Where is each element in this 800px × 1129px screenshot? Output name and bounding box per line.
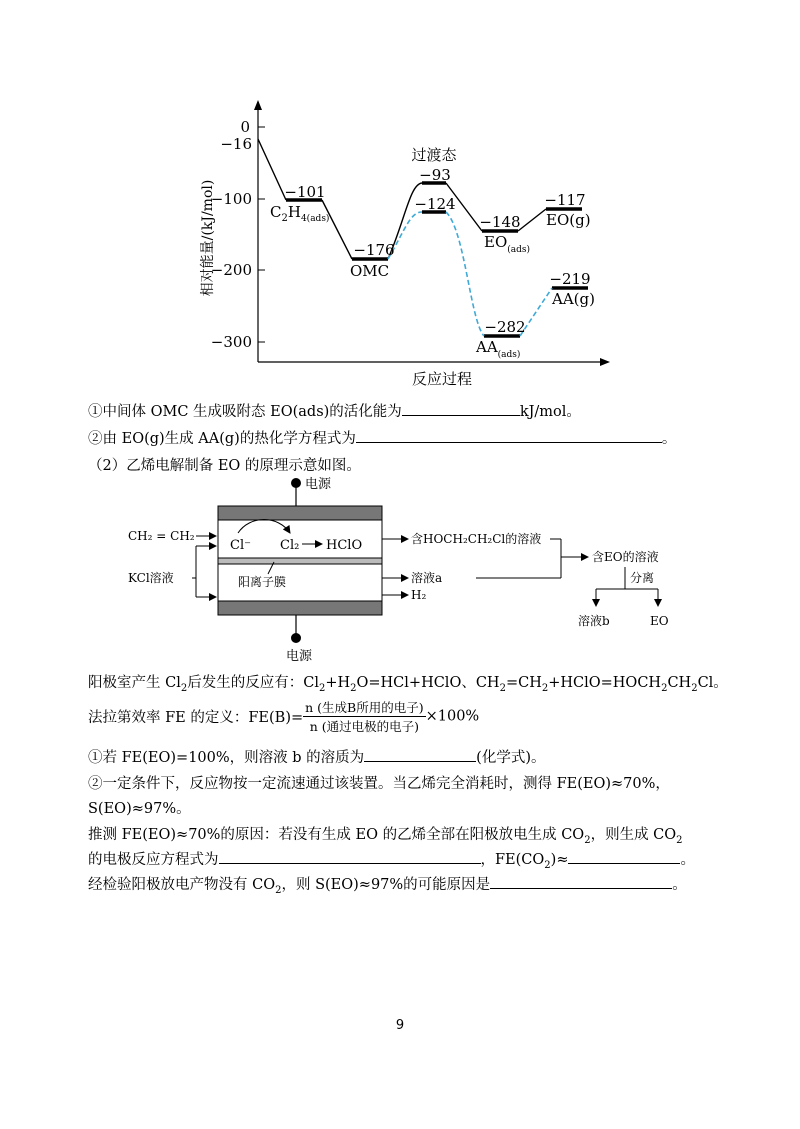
question-5-line-2: 的电极反应方程式为 ，$FE(CO_2)\approx$ 。 (88, 848, 695, 871)
fe-fraction (303, 698, 425, 735)
value-label-148: −148 (479, 213, 521, 231)
q3-end: (化学式)。 (476, 750, 546, 766)
value-label-176: −176 (353, 241, 395, 259)
anode-eq2: =CH (505, 675, 542, 691)
sol-b-label: 溶液b (578, 614, 610, 628)
question-1 (88, 400, 581, 421)
anode-eq5: Cl。 (697, 675, 728, 691)
dashed-path (388, 212, 552, 336)
fe-tail: ×100% (425, 708, 480, 725)
value-label-101: −101 (284, 183, 326, 201)
cl-minus-label: Cl⁻ (230, 538, 251, 553)
value-label-124: −124 (414, 195, 456, 213)
question-6: 经检验阳极放电产物没有 $CO_2$，则 S(EO)≈97%的可能原因是 。 (88, 873, 687, 896)
ytick-label-0: 0 (240, 118, 250, 136)
separate-label: 分离 (630, 571, 655, 585)
ytick-label-200: −200 (210, 261, 252, 279)
anode-eq3: +HClO=HOCH (548, 675, 662, 691)
q5-line2b: ，FE(CO (480, 852, 545, 868)
ethylene-label: CH₂ = CH₂ (128, 529, 195, 543)
y-axis-arrow (254, 100, 262, 110)
power-terminal-bottom (291, 633, 301, 643)
ytick-label-300: −300 (210, 333, 252, 351)
q2-text: ②由 EO(g)生成 AA(g)的热化学方程式为 (88, 431, 356, 447)
q2-blank[interactable] (356, 428, 662, 443)
question-4-line-1 (88, 772, 670, 793)
anode-eq1b: O=HCl+HClO、CH (356, 675, 500, 691)
anode-mid: 后发生的反应有：Cl (187, 675, 319, 691)
q5-line2a: 的电极反应方程式为 (88, 852, 219, 868)
value-label-93: −93 (419, 166, 451, 184)
faraday-definition (88, 698, 479, 735)
membrane-label: 阳离子膜 (238, 575, 287, 589)
q3-blank[interactable] (364, 747, 476, 762)
q6-blank[interactable] (490, 874, 672, 889)
out-a-label: 溶液a (411, 571, 443, 585)
anode-eq4: CH (667, 675, 692, 691)
state-label-ts: 过渡态 (411, 146, 457, 164)
kcl-label: KCl溶液 (128, 571, 174, 585)
value-label-282: −282 (484, 318, 526, 336)
state-label-aa-ads: $AA_{(ads)}$ (476, 338, 521, 360)
cl2-label: Cl₂ (280, 538, 300, 553)
q5-line2d: 。 (680, 852, 695, 868)
question-2 (88, 427, 676, 448)
fe-denominator: n (通过电极的电子) (309, 719, 420, 734)
q4-line1: ②一定条件下，反应物按一定流速通过该装置。当乙烯完全消耗时，测得 FE(EO)≈70%， (88, 776, 670, 792)
q1-blank[interactable] (402, 401, 520, 416)
question-5-line-1: 推测 FE(EO)≈70%的原因：若没有生成 EO 的乙烯全部在阳极放电生成 $CO_2$，则生成 $CO_2$ (88, 827, 683, 846)
x-axis-label: 反应过程 (411, 370, 473, 388)
hclo-label: HClO (326, 538, 363, 553)
q6-text2: ，则 S(EO)≈97%的可能原因是 (281, 877, 491, 893)
q3-text: ①若 FE(EO)=100%，则溶液 b 的溶质为 (88, 750, 365, 766)
anode-reactions: 阳极室产生 $Cl_2$后发生的反应有：$Cl_2+H_2O=HCl+HClO$、$CH_2=CH_2+HClO=HOCH_2CH_2Cl$。 (88, 675, 728, 694)
value-label-117: −117 (544, 191, 586, 209)
q1-unit: kJ/mol。 (519, 404, 581, 420)
state-label-c2h4: $C_2H_{4(ads)}$ (270, 203, 330, 224)
electrolysis-diagram (128, 476, 669, 664)
power-label-top: 电源 (305, 477, 332, 492)
question-3 (88, 746, 545, 767)
electrode-top (218, 506, 382, 520)
y-axis-label: 相对能量/(kJ/mol) (200, 179, 216, 297)
ytick-label-16: −16 (220, 135, 252, 153)
anode-prefix: 阳极室产生 Cl (88, 675, 181, 691)
state-label-omc: OMC (350, 262, 390, 280)
q5-equation-blank[interactable] (219, 849, 481, 864)
q6-end: 。 (672, 877, 687, 893)
energy-profile-chart (199, 100, 610, 388)
q5-fe-blank[interactable] (568, 849, 680, 864)
q5-line1a: 推测 FE(EO)≈70%的原因：若没有生成 EO 的乙烯全部在阳极放电生成 CO (88, 827, 585, 843)
q5-line2c: )≈ (550, 852, 569, 868)
q2-end: 。 (661, 431, 677, 447)
eo-label: EO (650, 614, 669, 628)
anode-eq1: +H (325, 675, 351, 691)
merged-label: 含EO的溶液 (592, 550, 659, 564)
out-top-label: 含HOCH₂CH₂Cl的溶液 (411, 532, 542, 546)
q6-text: 经检验阳极放电产物没有 CO (88, 877, 276, 893)
ytick-label-100: −100 (210, 190, 252, 208)
q1-text: ①中间体 OMC 生成吸附态 EO(ads)的活化能为 (88, 404, 402, 420)
part-2-heading (88, 454, 361, 475)
q5-line1b: ，则生成 CO (590, 827, 677, 843)
out-h2-label: H₂ (411, 588, 427, 602)
fe-numerator: n (生成B所用的电子) (305, 700, 424, 715)
x-axis-arrow (600, 358, 610, 366)
power-label-bottom: 电源 (286, 649, 313, 664)
cation-membrane (218, 558, 382, 564)
state-label-eo-g: EO(g) (546, 211, 591, 229)
state-label-eo-ads: $EO_{(ads)}$ (484, 233, 531, 255)
electrode-bottom (218, 601, 382, 615)
page-number: 9 (395, 1018, 405, 1033)
value-label-219: −219 (549, 270, 591, 288)
part2-text: （2）乙烯电解制备 EO 的原理示意如图。 (88, 458, 361, 474)
q4-line2: S(EO)≈97%。 (88, 801, 191, 817)
question-4-line-2 (88, 797, 191, 818)
state-label-aa-g: AA(g) (552, 290, 595, 308)
fe-text: 法拉第效率 FE 的定义：FE(B)= (88, 710, 304, 726)
